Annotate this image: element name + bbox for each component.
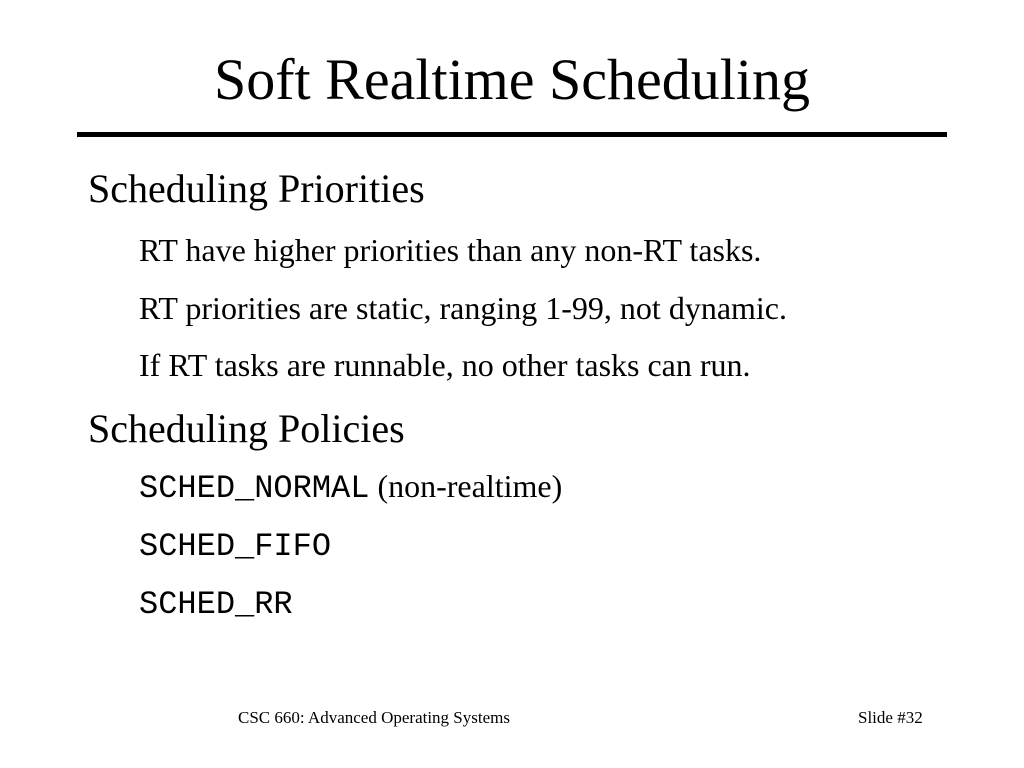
policy-code-sched-normal: SCHED_NORMAL [139,470,370,507]
policy-note-non-realtime: (non-realtime) [377,468,563,504]
policy-sched-normal [139,466,562,509]
bullet-rt-runnable: If RT tasks are runnable, no other tasks can run. [139,347,751,383]
bullet-rt-higher-priority: RT have higher priorities than any non-RT tasks. [139,232,762,268]
title-underline [77,132,947,137]
policy-code-sched-fifo: SCHED_FIFO [139,528,332,565]
policy-code-sched-rr: SCHED_RR [139,586,293,623]
section-heading-policies: Scheduling Policies [88,406,405,451]
footer-slide-number: Slide #32 [858,708,923,727]
bullet-rt-static-priorities: RT priorities are static, ranging 1-99, not dynamic. [139,290,787,326]
footer-course-title: CSC 660: Advanced Operating Systems [238,708,510,727]
policy-sched-fifo [139,524,331,567]
section-heading-priorities: Scheduling Priorities [88,166,425,211]
slide-title: Soft Realtime Scheduling [213,47,811,112]
policy-sched-rr [139,582,293,625]
